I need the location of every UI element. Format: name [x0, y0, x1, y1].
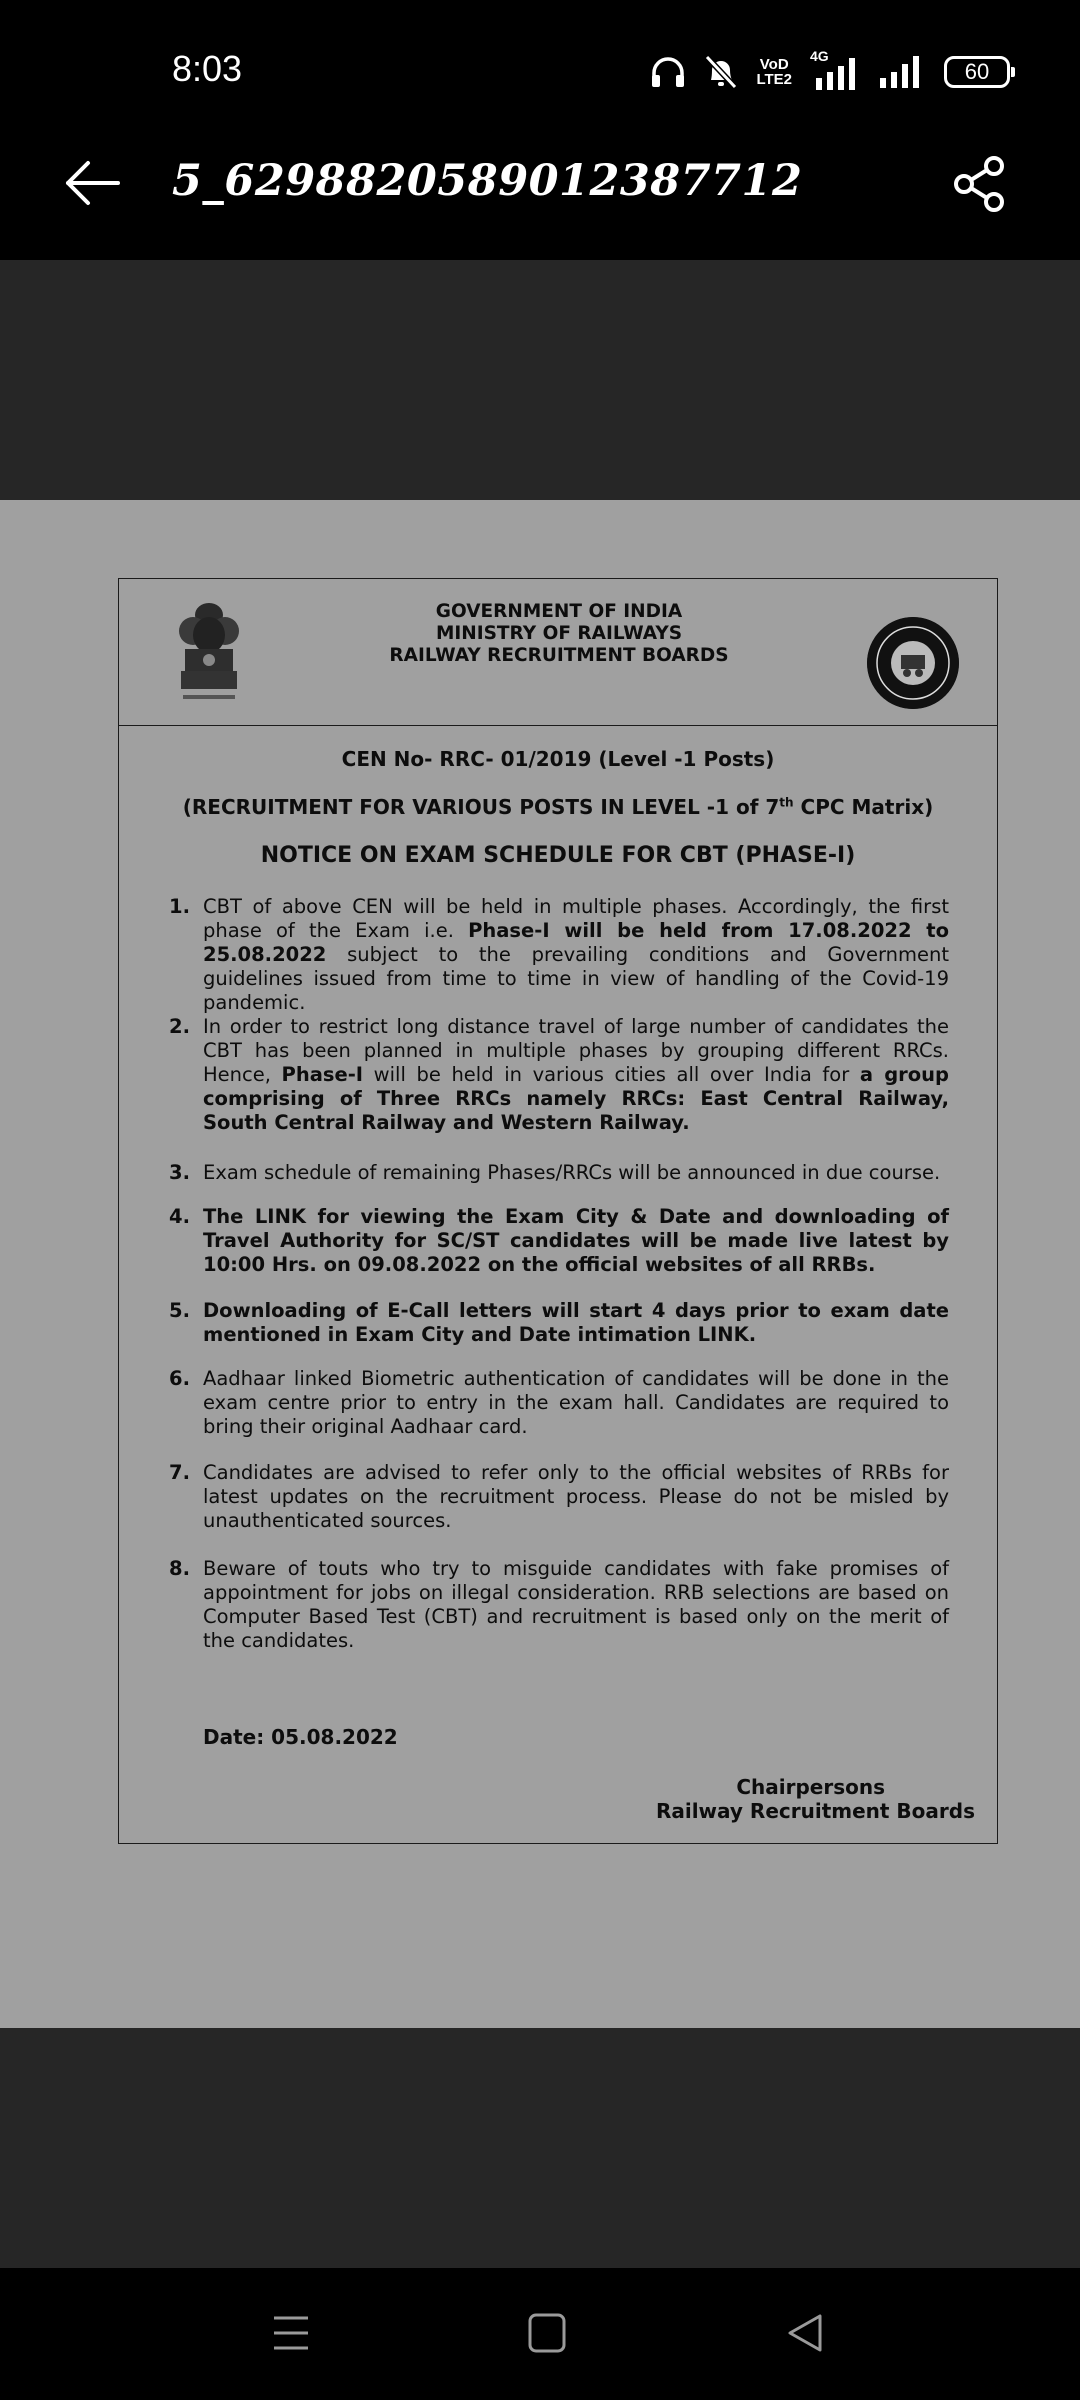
share-icon[interactable] — [950, 154, 1010, 214]
volte-label-bottom: LTE2 — [756, 71, 792, 88]
item-number: 8. — [169, 1557, 190, 1580]
recruitment-text-end: CPC Matrix) — [793, 795, 934, 819]
cen-number: CEN No- RRC- 01/2019 (Level -1 Posts) — [341, 747, 775, 771]
navigation-bar — [0, 2268, 1080, 2400]
item-bold-text: a group comprising of Three RRCs namely RRCs: East Central Railway, South Central Railway and Western Railway. — [203, 1063, 950, 1134]
notice-item — [169, 895, 949, 1015]
item-text: will be held in various cities all over India for — [363, 1063, 860, 1086]
item-number: 1. — [169, 895, 190, 918]
notice-item — [169, 1205, 949, 1277]
notice-date: Date: 05.08.2022 — [203, 1725, 398, 1749]
item-bold-text: Phase-I will be held from 17.08.2022 to 25.08.2022 — [203, 919, 949, 966]
viewer-background-bottom — [0, 2028, 1080, 2268]
mute-icon — [704, 54, 738, 90]
home-icon[interactable] — [522, 2310, 572, 2356]
network-type-label: 4G — [810, 48, 829, 64]
notice-item — [169, 1461, 949, 1533]
item-number: 2. — [169, 1015, 190, 1038]
notice-item — [169, 1557, 949, 1653]
headphones-icon — [650, 55, 686, 89]
header-line-government: GOVERNMENT OF INDIA — [435, 601, 683, 622]
national-emblem-icon — [169, 597, 249, 709]
file-title: 5_6298820589012387712 — [172, 156, 803, 206]
notice-item — [169, 1161, 949, 1185]
recruitment-text: (RECRUITMENT FOR VARIOUS POSTS IN LEVEL -1 of 7 — [182, 795, 780, 819]
notice-item — [169, 1015, 949, 1135]
back-triangle-icon[interactable] — [780, 2310, 830, 2356]
document-page[interactable] — [0, 500, 1080, 2028]
volte-icon — [756, 57, 792, 87]
recruitment-subtitle — [119, 795, 997, 819]
item-number: 6. — [169, 1367, 190, 1390]
signatory — [656, 1775, 975, 1823]
indian-railways-logo-icon — [867, 617, 959, 709]
header-titles — [319, 601, 799, 667]
item-text: Aadhaar linked Biometric authentication of candidates will be done in the exam centre prior to entry in the exam hall. Candidates are required to bring their original Aadhaar card. — [203, 1367, 949, 1438]
notice-item — [169, 1367, 949, 1439]
item-number: 5. — [169, 1299, 190, 1322]
item-number: 7. — [169, 1461, 190, 1484]
app-bar — [0, 110, 1080, 260]
signatory-title: Chairpersons — [736, 1775, 885, 1799]
item-bold-text: The LINK for viewing the Exam City & Date and downloading of Travel Authority for SC/ST candidates will be made live latest by 10:00 Hrs. on 09.08.2022 on the official websites of all RRBs. — [203, 1205, 949, 1276]
item-text: Beware of touts who try to misguide candidates with fake promises of appointment for jobs on illegal consideration. RRB selections are based on Computer Based Test (CBT) and recruitment is based only on the merit of the candidates. — [203, 1557, 949, 1652]
viewer-background-top — [0, 260, 1080, 500]
status-bar — [0, 0, 1080, 110]
arrow-left-icon[interactable] — [62, 158, 122, 208]
item-text: subject to the prevailing conditions and Government guidelines issued from time to time in view of handling of the Covid-19 pandemic. — [203, 943, 949, 1014]
item-text: Candidates are advised to refer only to the official websites of RRBs for latest updates on the recruitment process. Please do not be misled by unauthenticated sources. — [203, 1461, 949, 1532]
document-header — [119, 579, 997, 726]
signal-icon — [880, 56, 926, 88]
header-line-ministry: MINISTRY OF RAILWAYS — [435, 623, 683, 644]
status-time: 8:03 — [172, 48, 243, 89]
menu-icon[interactable] — [266, 2310, 316, 2356]
signatory-organization: Railway Recruitment Boards — [655, 1799, 975, 1823]
signal-4g-icon — [810, 48, 862, 90]
item-text: Exam schedule of remaining Phases/RRCs will be announced in due course. — [203, 1161, 941, 1184]
item-number: 3. — [169, 1161, 190, 1184]
item-bold-text: Phase-I — [281, 1063, 364, 1086]
volte-label-top: VoD — [759, 56, 789, 73]
item-number: 4. — [169, 1205, 190, 1228]
item-text: In order to restrict long distance travel of large number of candidates the CBT has been planned in multiple phases by grouping different RRCs. Hence, — [203, 1015, 949, 1086]
notice-document — [118, 578, 998, 1844]
battery-icon — [944, 56, 1010, 88]
item-text: CBT of above CEN will be held in multiple phases. Accordingly, the first phase of the Exam i.e. — [203, 895, 949, 942]
recruitment-superscript: th — [779, 795, 794, 810]
notice-title: NOTICE ON EXAM SCHEDULE FOR CBT (PHASE-I) — [260, 843, 856, 868]
notice-item — [169, 1299, 949, 1347]
status-icons — [650, 48, 1010, 92]
battery-level: 60 — [964, 59, 990, 84]
item-bold-text: Downloading of E-Call letters will start 4 days prior to exam date mentioned in Exam City and Date intimation LINK. — [203, 1299, 949, 1346]
header-line-rrb: RAILWAY RECRUITMENT BOARDS — [389, 645, 729, 666]
